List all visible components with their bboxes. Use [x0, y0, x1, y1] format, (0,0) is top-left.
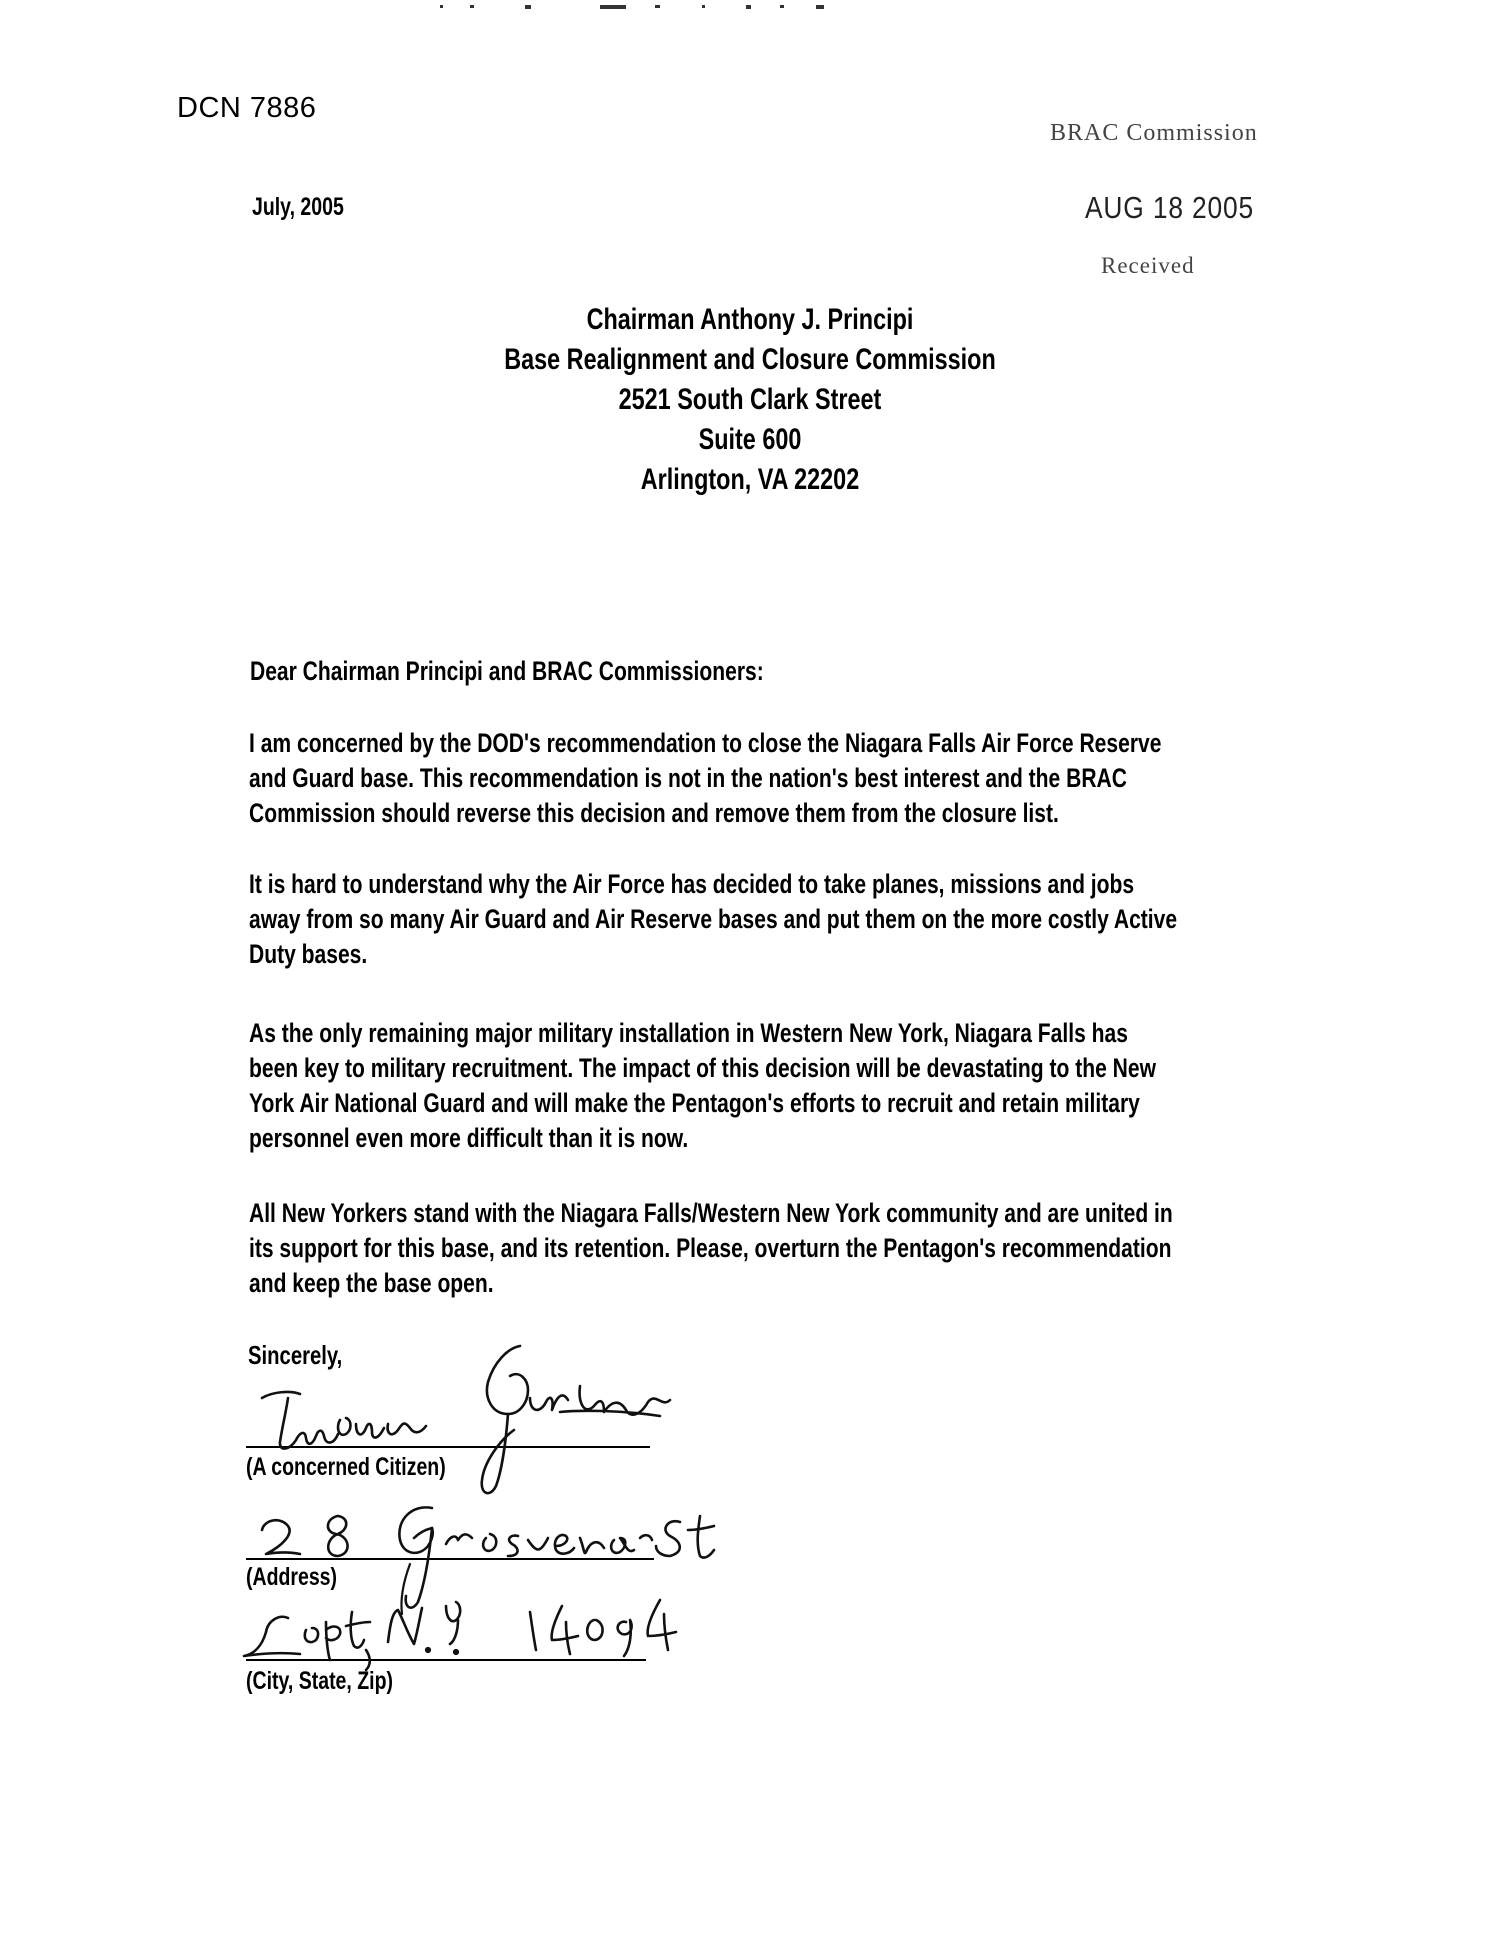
letter-date: July, 2005	[252, 193, 344, 221]
recipient-address-block	[0, 300, 1500, 500]
recipient-city: Arlington, VA 22202	[640, 463, 860, 496]
document-control-number: DCN 7886	[177, 92, 317, 124]
closing: Sincerely,	[248, 1340, 343, 1370]
body-paragraph: All New Yorkers stand with the Niagara Falls/Western New York community and are united in its support for this base, and its retention. Please, overturn the Pentagon's recommendation and keep the base open.	[249, 1198, 1173, 1298]
received-stamp-commission: BRAC Commission	[1050, 120, 1258, 146]
recipient-street: 2521 South Clark Street	[618, 383, 882, 416]
signature-caption: (A concerned Citizen)	[246, 1453, 446, 1481]
scan-top-marks	[430, 0, 930, 8]
address-caption: (Address)	[246, 1563, 338, 1591]
address-line	[246, 1558, 654, 1560]
city-state-zip-line	[246, 1659, 646, 1661]
body-paragraph: It is hard to understand why the Air Force has decided to take planes, missions and jobs away from so many Air Guard and Air Reserve bases and put them on the more costly Active Duty bases.	[249, 869, 1178, 969]
received-stamp-date: AUG 18 2005	[1085, 190, 1255, 225]
recipient-name: Chairman Anthony J. Principi	[586, 303, 914, 336]
recipient-suite: Suite 600	[698, 423, 802, 456]
signature-line	[246, 1446, 650, 1448]
salutation: Dear Chairman Principi and BRAC Commissioners:	[250, 656, 764, 686]
received-stamp-label: Received	[1101, 253, 1195, 278]
recipient-organization: Base Realignment and Closure Commission	[504, 343, 996, 376]
body-paragraph: As the only remaining major military installation in Western New York, Niagara Falls has been key to military recruitment. The impact of this decision will be devastating to the New York Air National Guard and will make the Pentagon's efforts to recruit and retain military personnel even more difficult than it is now.	[249, 1018, 1156, 1153]
body-paragraph: I am concerned by the DOD's recommendation to close the Niagara Falls Air Force Reserve and Guard base. This recommendation is not in the nation's best interest and the BRAC Commission should reverse this decision and remove them from the closure list.	[249, 728, 1162, 828]
handwritten-signature-loop	[401, 1564, 410, 1614]
city-state-zip-caption: (City, State, Zip)	[246, 1667, 393, 1695]
